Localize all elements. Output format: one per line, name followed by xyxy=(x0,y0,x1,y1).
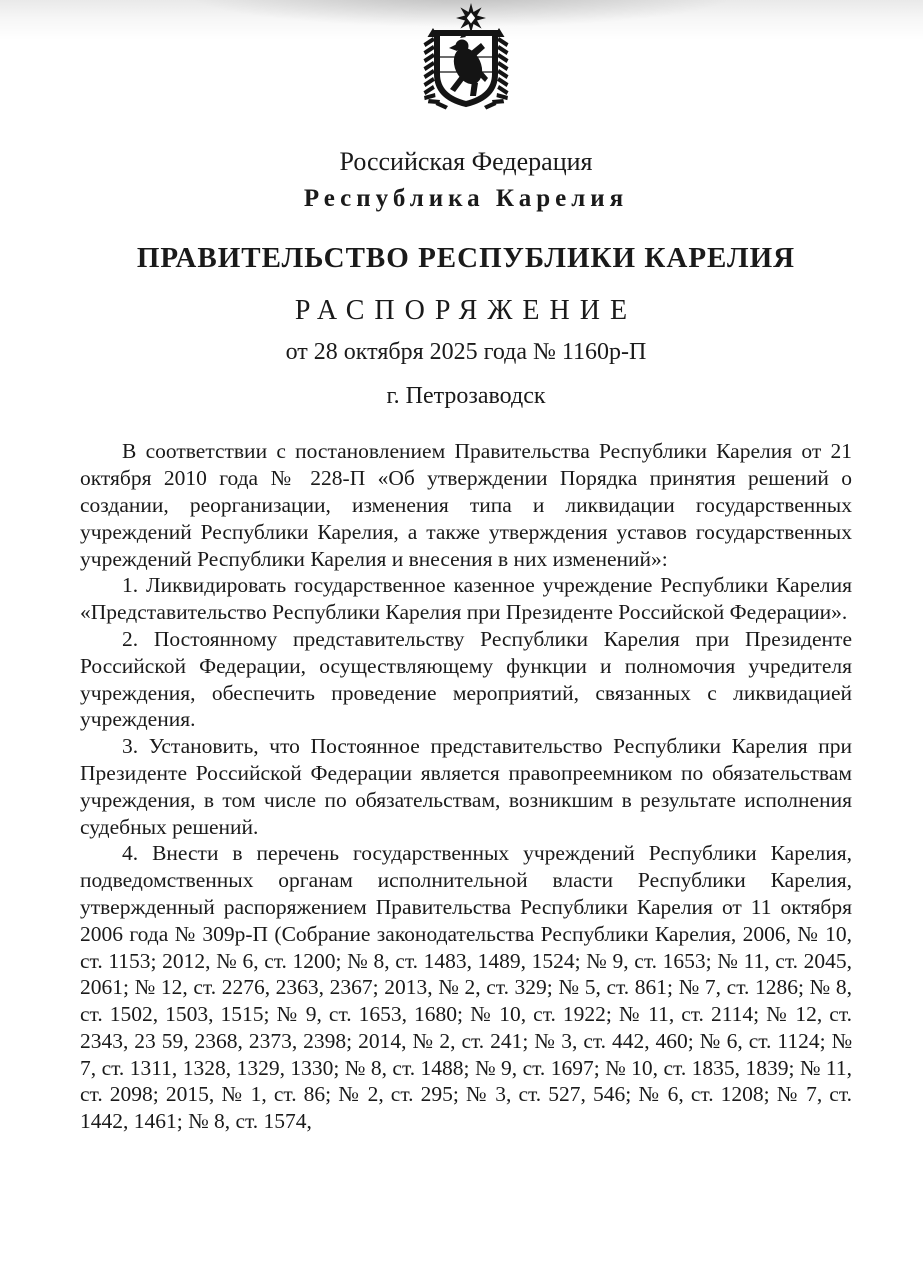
document-date-number: от 28 октября 2025 года № 1160р-П xyxy=(285,339,647,366)
document-city: г. Петрозаводск xyxy=(386,382,546,409)
karelia-coat-of-arms-icon xyxy=(420,2,512,118)
region-title: Республика Карелия xyxy=(303,184,629,212)
star-icon xyxy=(456,3,486,33)
body-paragraph: 2. Постоянному представительству Республики Карелия при Президенте Российской Федерации, осуществляющему функции и полномочия учредителя учреждения, обеспечить проведение мероприятий, связанных с ликвидацией учреждения. xyxy=(80,626,852,732)
document-type-title: РАСПОРЯЖЕНИЕ xyxy=(294,294,638,326)
body-paragraph: 1. Ликвидировать государственное казенное учреждение Республики Карелия «Представительство Республики Карелия при Президенте Российской Федерации». xyxy=(80,573,852,625)
body-paragraph: 4. Внести в перечень государственных учреждений Республики Карелия, подведомственных органам исполнительной власти Республики Карелия, утвержденный распоряжением Правительства Республики Карелия от 11 октября 2006 года № 309р-П (Собрание законодательства Республики Карелия, 2006, № 10, ст. 1153; 2012, № 6, ст. 1200; № 8, ст. 1483, 1489, 1524; № 9, ст. 1653; № 11, ст. 2045, 2061; № 12, ст. 2276, 2363, 2367; 2013, № 2, ст. 329; № 5, ст. 861; № 7, ст. 1286; № 8, ст. 1502, 1503, 1515; № 9, ст. 1653, 1680; № 10, ст. 1922; № 11, ст. 2114; № 12, ст. 2343, 23 59, 2368, 2373, 2398; 2014, № 2, ст. 241; № 3, ст. 442, 460; № 6, ст. 1124; № 7, ст. 1311, 1328, 1329, 1330; № 8, ст. 1488; № 9, ст. 1697; № 10, ст. 1835, 1839; № 11, ст. 2098; 2015, № 1, ст. 86; № 2, ст. 295; № 3, ст. 527, 546; № 6, ст. 1208; № 7, ст. 1442, 1461; № 8, ст. 1574, xyxy=(80,841,852,1134)
body-paragraph: 3. Установить, что Постоянное представительство Республики Карелия при Президенте Российской Федерации является правопреемником по обязательствам учреждения, в том числе по обязательствам, возникшим в результате исполнения судебных решений. xyxy=(80,734,852,839)
document-content xyxy=(80,0,852,1135)
document-body xyxy=(80,438,852,1135)
emblem-container xyxy=(80,0,852,123)
country-title: Российская Федерация xyxy=(339,147,593,176)
authority-title: ПРАВИТЕЛЬСТВО РЕСПУБЛИКИ КАРЕЛИЯ xyxy=(136,241,796,274)
body-paragraph: В соответствии с постановлением Правительства Республики Карелия от 21 октября 2010 года № 228-П «Об утверждении Порядка принятия решений о создании, реорганизации, изменения типа и ликвидации государственных учреждений Республики Карелия, а также утверждения уставов государственных учреждений Республики Карелия и внесения в них изменений»: xyxy=(80,439,852,571)
